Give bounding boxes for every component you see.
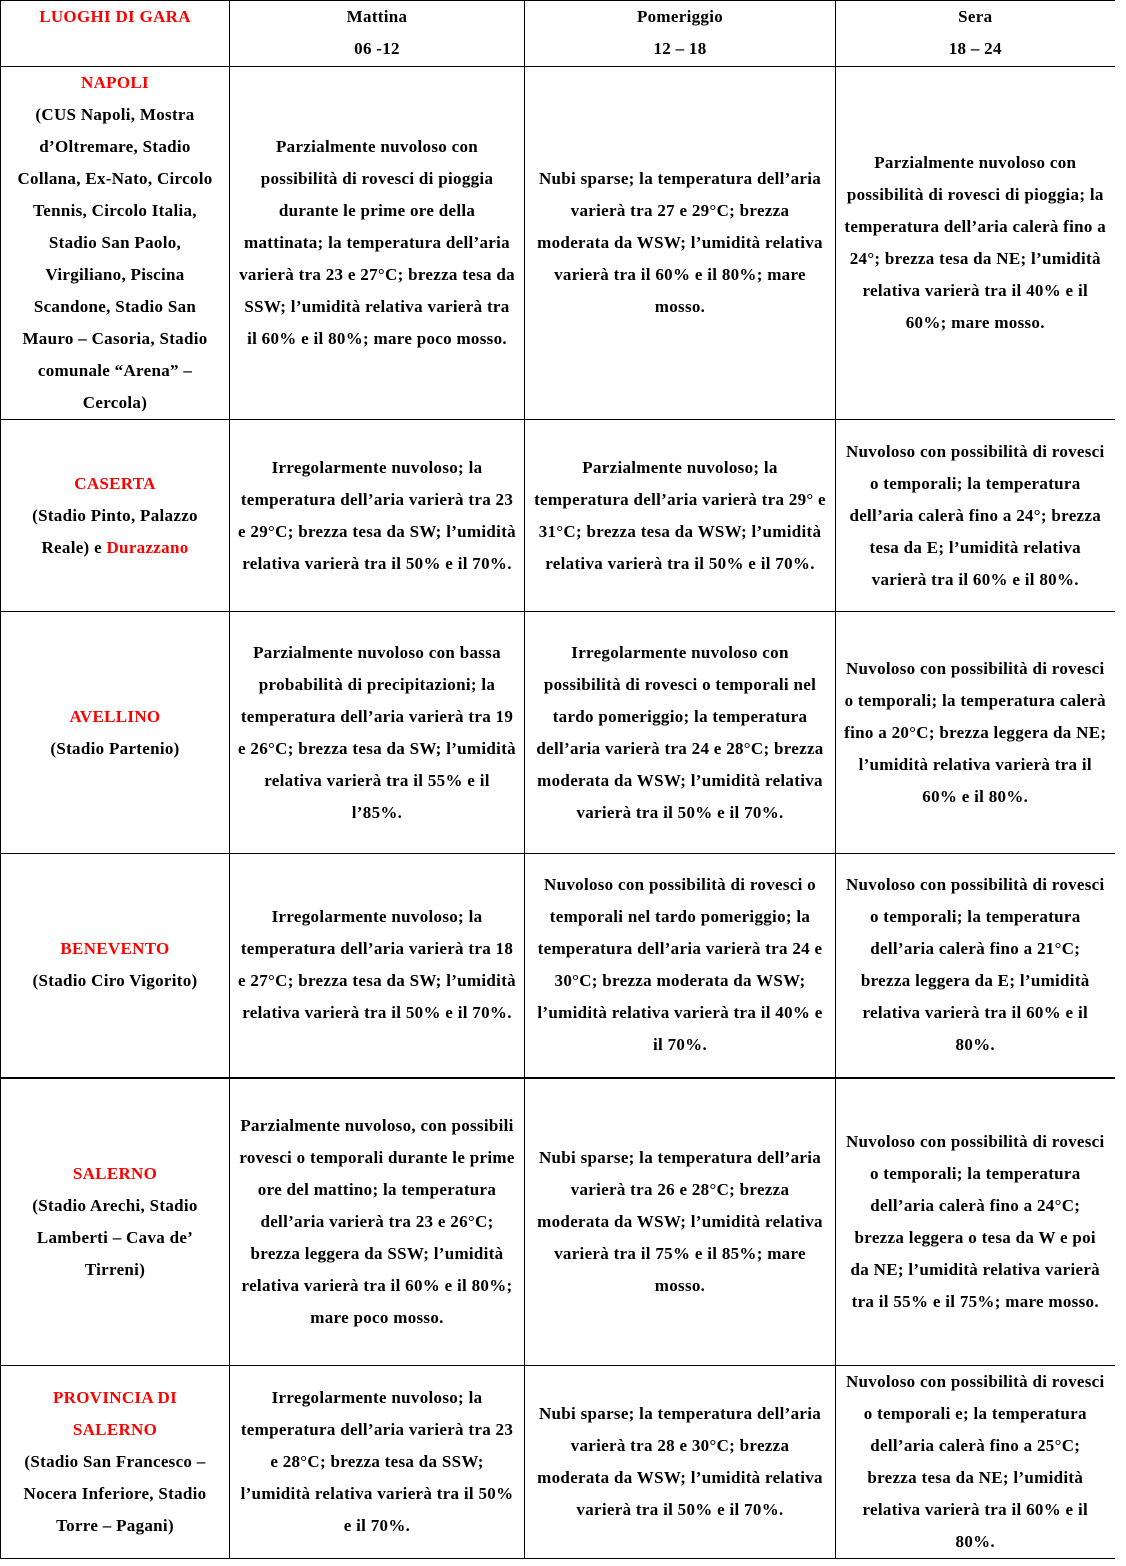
afternoon-forecast: Parzialmente nuvoloso; la temperatura dell’aria varierà tra 29° e 31°C; brezza tesa da WSW; l’umidità relativa varierà tra il 50% e il 70%.	[525, 420, 836, 612]
header-evening-hours: 18 – 24	[948, 39, 1002, 58]
evening-forecast: Parzialmente nuvoloso con possibilità di rovesci di pioggia; la temperatura dell’aria calerà fino a 24°; brezza tesa da NE; l’umidità relativa varierà tra il 40% e il 60%; mare mosso.	[836, 67, 1115, 420]
header-evening	[836, 1, 1115, 67]
location-cell	[1, 854, 230, 1078]
table-row	[1, 67, 1115, 420]
venue-list: (CUS Napoli, Mostra d’Oltremare, Stadio Collana, Ex-Nato, Circolo Tennis, Circolo Italia, Stadio San Paolo, Virgiliano, Piscina Scandone, Stadio San Mauro – Casoria, Stadio comunale “Arena” – Cercola)	[17, 105, 213, 412]
venue-list: (Stadio Arechi, Stadio Lamberti – Cava de’ Tirreni)	[32, 1195, 198, 1279]
header-afternoon	[525, 1, 836, 67]
evening-forecast: Nuvoloso con possibilità di rovesci o temporali; la temperatura dell’aria calerà fino a 21°C; brezza leggera da E; l’umidità relativa varierà tra il 60% e il 80%.	[836, 854, 1115, 1078]
morning-forecast: Parzialmente nuvoloso con bassa probabilità di precipitazioni; la temperatura dell’aria varierà tra 19 e 26°C; brezza tesa da SW; l’umidità relativa varierà tra il 55% e il l’85%.	[230, 612, 525, 854]
city-name: AVELLINO	[69, 706, 161, 726]
morning-forecast: Irregolarmente nuvoloso; la temperatura dell’aria varierà tra 23 e 29°C; brezza tesa da SW; l’umidità relativa varierà tra il 50% e il 70%.	[230, 420, 525, 612]
table-row	[1, 1078, 1115, 1366]
city-name: CASERTA	[74, 473, 156, 493]
city-name: NAPOLI	[81, 73, 149, 92]
evening-forecast: Nuvoloso con possibilità di rovesci o temporali; la temperatura dell’aria calerà fino a 24°; brezza tesa da E; l’umidità relativa varierà tra il 60% e il 80%.	[836, 420, 1115, 612]
afternoon-forecast: Nubi sparse; la temperatura dell’aria varierà tra 27 e 29°C; brezza moderata da WSW; l’umidità relativa varierà tra il 60% e il 80%; mare mosso.	[525, 67, 836, 420]
location-cell	[1, 420, 230, 612]
evening-forecast: Nuvoloso con possibilità di rovesci o temporali; la temperatura dell’aria calerà fino a 24°C; brezza leggera o tesa da W e poi da NE; l’umidità relativa varierà tra il 55% e il 75%; mare mosso.	[836, 1078, 1115, 1366]
evening-forecast: Nuvoloso con possibilità di rovesci o temporali e; la temperatura dell’aria calerà fino a 25°C; brezza tesa da NE; l’umidità relativa varierà tra il 60% e il 80%.	[836, 1366, 1115, 1559]
afternoon-forecast: Nuvoloso con possibilità di rovesci o temporali nel tardo pomeriggio; la temperatura dell’aria varierà tra 24 e 30°C; brezza moderata da WSW; l’umidità relativa varierà tra il 40% e il 70%.	[525, 854, 836, 1078]
venue-list: (Stadio Ciro Vigorito)	[32, 971, 198, 991]
location-cell	[1, 1078, 230, 1366]
header-locations: LUOGHI DI GARA	[1, 1, 230, 67]
table-row	[1, 420, 1115, 612]
venue-list: (Stadio Pinto, Palazzo Reale) e	[32, 505, 198, 557]
table-row	[1, 854, 1115, 1078]
morning-forecast: Parzialmente nuvoloso, con possibili rovesci o temporali durante le prime ore del mattino; la temperatura dell’aria varierà tra 23 e 26°C; brezza leggera da SSW; l’umidità relativa varierà tra il 60% e il 80%; mare poco mosso.	[230, 1078, 525, 1366]
header-row	[1, 1, 1115, 67]
morning-forecast: Irregolarmente nuvoloso; la temperatura dell’aria varierà tra 23 e 28°C; brezza tesa da SSW; l’umidità relativa varierà tra il 50% e il 70%.	[230, 1366, 525, 1559]
venue-list: (Stadio Partenio)	[50, 738, 180, 758]
city-name-secondary: Durazzano	[106, 537, 189, 557]
morning-forecast: Parzialmente nuvoloso con possibilità di rovesci di pioggia durante le prime ore della mattinata; la temperatura dell’aria varierà tra 23 e 27°C; brezza tesa da SSW; l’umidità relativa varierà tra il 60% e il 80%; mare poco mosso.	[230, 67, 525, 420]
table-row	[1, 1366, 1115, 1559]
morning-forecast: Irregolarmente nuvoloso; la temperatura dell’aria varierà tra 18 e 27°C; brezza tesa da SW; l’umidità relativa varierà tra il 50% e il 70%.	[230, 854, 525, 1078]
header-evening-label: Sera	[958, 7, 993, 26]
location-cell	[1, 1366, 230, 1559]
city-name: SALERNO	[72, 1163, 158, 1183]
header-morning-hours: 06 -12	[354, 39, 400, 58]
location-cell	[1, 612, 230, 854]
header-afternoon-hours: 12 – 18	[653, 39, 707, 58]
city-name: PROVINCIA DI SALERNO	[52, 1388, 178, 1439]
header-morning-label: Mattina	[346, 7, 408, 26]
venue-list: (Stadio San Francesco – Nocera Inferiore, Stadio Torre – Pagani)	[23, 1452, 207, 1535]
city-name: BENEVENTO	[60, 939, 170, 959]
header-morning	[230, 1, 525, 67]
header-afternoon-label: Pomeriggio	[636, 7, 724, 26]
afternoon-forecast: Nubi sparse; la temperatura dell’aria varierà tra 26 e 28°C; brezza moderata da WSW; l’umidità relativa varierà tra il 75% e il 85%; mare mosso.	[525, 1078, 836, 1366]
afternoon-forecast: Irregolarmente nuvoloso con possibilità di rovesci o temporali nel tardo pomeriggio; la temperatura dell’aria varierà tra 24 e 28°C; brezza moderata da WSW; l’umidità relativa varierà tra il 50% e il 70%.	[525, 612, 836, 854]
afternoon-forecast: Nubi sparse; la temperatura dell’aria varierà tra 28 e 30°C; brezza moderata da WSW; l’umidità relativa varierà tra il 50% e il 70%.	[525, 1366, 836, 1559]
evening-forecast: Nuvoloso con possibilità di rovesci o temporali; la temperatura calerà fino a 20°C; brezza leggera da NE; l’umidità relativa varierà tra il 60% e il 80%.	[836, 612, 1115, 854]
table-row	[1, 612, 1115, 854]
location-cell	[1, 67, 230, 420]
